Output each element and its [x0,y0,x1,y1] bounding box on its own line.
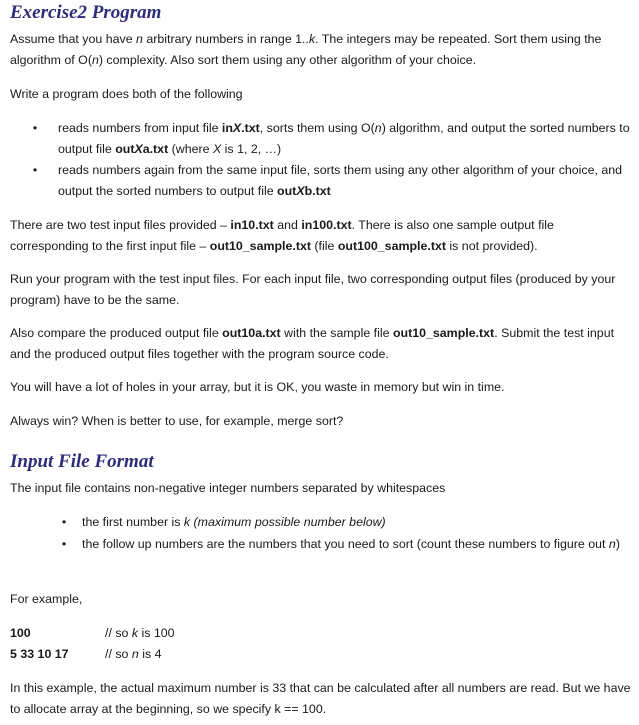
for-example-label: For example, [10,592,83,606]
test-files-paragraph: There are two test input files provided – in10.txt and in100.txt. There is also one sample output file corresponding to the first input file – out10_sample.txt (file out100_sample.txt is not provided). [10,218,554,253]
write-program-line: Write a program does both of the following [10,87,243,101]
example-value-numbers: 5 33 10 17 [10,647,69,661]
closing-paragraph: In this example, the actual maximum number is 33 that can be calculated after all numbers are read. But we have to allocate array at the beginning, so we specify k == 100. [10,681,631,716]
bullet-item-onsort: reads numbers from input file inX.txt, sorts them using O(n) algorithm, and output the sorted numbers to output file outXa.txt (where X is 1, 2, …) [58,121,630,156]
bullet-dot: • [32,163,38,177]
compare-paragraph: Also compare the produced output file out10a.txt with the sample file out10_sample.txt. Submit the test input and the produced output files together with the program source code. [10,326,615,361]
example-value-k: 100 [10,626,31,640]
run-paragraph: Run your program with the test input files. For each input file, two corresponding output files (produced by your program) have to be the same. [10,272,616,307]
example-comment-k: // so k is 100 [105,626,175,640]
exercise-heading: Exercise2 Program [10,2,162,23]
example-comment-n: // so n is 4 [105,647,162,661]
bullet-dot: • [61,537,67,551]
input-format-description: The input file contains non-negative integer numbers separated by whitespaces [10,481,446,495]
holes-paragraph: You will have a lot of holes in your array, but it is OK, you waste in memory but win in time. [10,380,505,394]
bullet-dot: • [61,515,67,529]
bullet-first-number: the first number is k (maximum possible number below) [82,515,386,529]
intro-paragraph: Assume that you have n arbitrary numbers in range 1..k. The integers may be repeated. Sort them using the algorithm of O(n) complexity. Also sort them using any other algorithm of your choice. [10,32,602,67]
bullet-item-other-sort: reads numbers again from the same input file, sorts them using any other algorithm of your choice, and output the sorted numbers to output file outXb.txt [58,163,623,198]
bullet-follow-up-numbers: the follow up numbers are the numbers that you need to sort (count these numbers to figure out n) [82,537,620,551]
always-win-paragraph: Always win? When is better to use, for example, merge sort? [10,414,344,428]
bullet-dot: • [32,121,38,135]
input-format-heading: Input File Format [10,451,154,472]
